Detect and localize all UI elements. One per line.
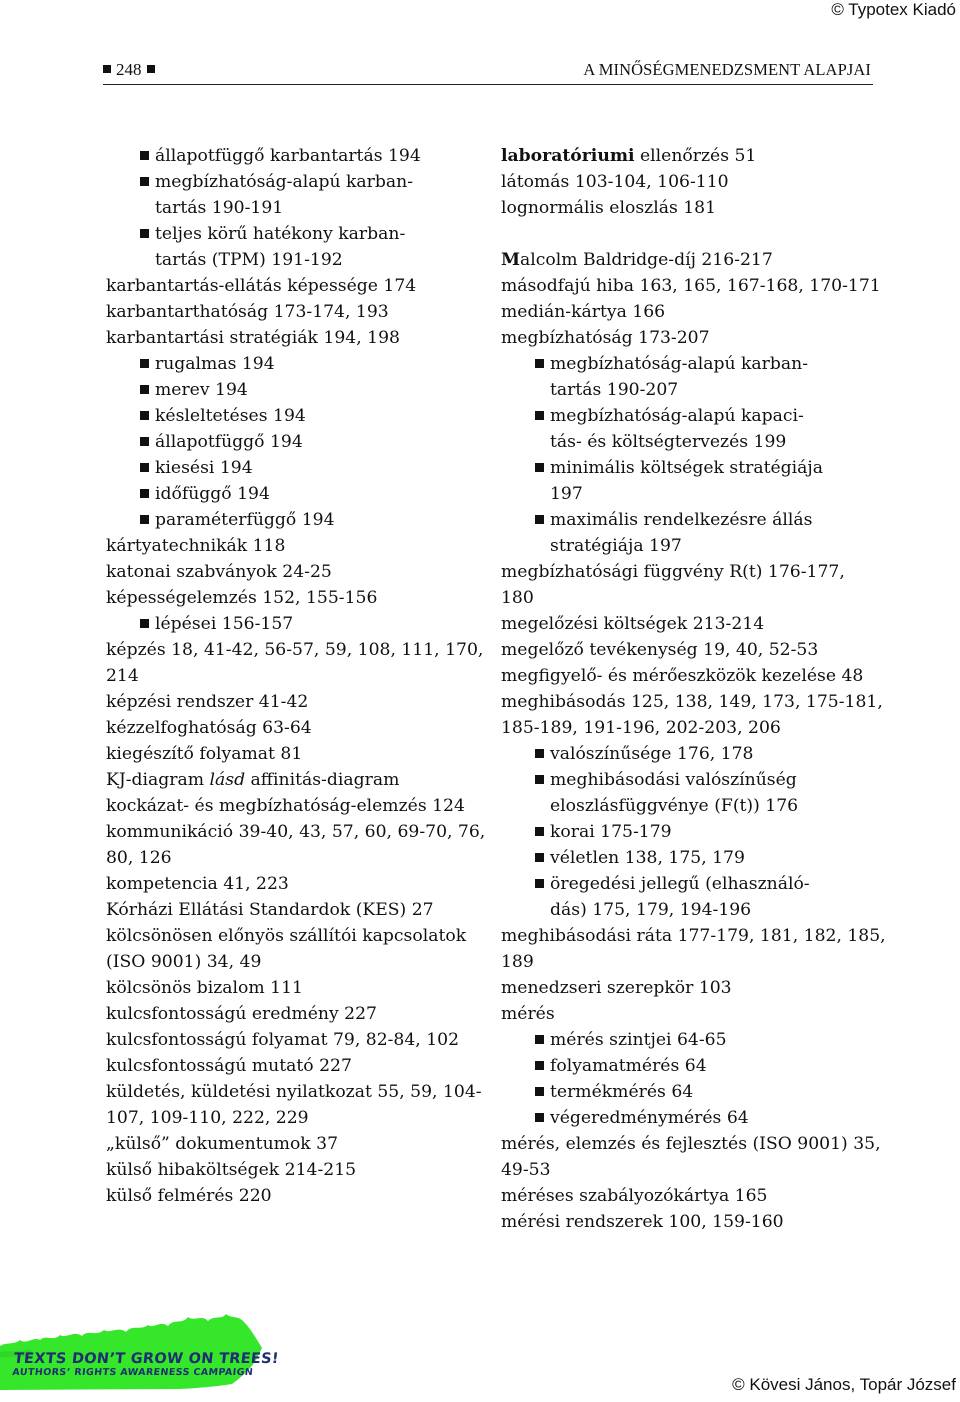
index-entry: kölcsönösen előnyös szállítói kapcsolatok bbox=[106, 926, 467, 946]
index-entry: 180 bbox=[501, 588, 534, 608]
index-entry: „külső” dokumentumok 37 bbox=[106, 1134, 339, 1154]
campaign-slogan bbox=[12, 1352, 280, 1380]
square-bullet-icon bbox=[140, 151, 149, 160]
square-bullet-icon bbox=[535, 411, 544, 420]
index-subentry-continuation: 197 bbox=[550, 484, 583, 504]
index-subentry: folyamatmérés 64 bbox=[501, 1053, 881, 1079]
square-bullet-icon bbox=[140, 177, 149, 186]
index-entry: másodfajú hiba 163, 165, 167-168, 170-171 bbox=[501, 276, 881, 296]
index-subentry-continuation: tás- és költségtervezés 199 bbox=[550, 432, 787, 452]
index-subentry: termékmérés 64 bbox=[501, 1079, 881, 1105]
letter-section-lead: laboratóriumi bbox=[501, 146, 635, 166]
campaign-slogan-line2: AUTHORS’ RIGHTS AWARENESS CAMPAIGN bbox=[11, 1367, 254, 1378]
index-subentry-continuation: tartás 190-207 bbox=[550, 380, 679, 400]
index-entry: külső felmérés 220 bbox=[106, 1186, 272, 1206]
index-subentry-continuation: tartás 190-191 bbox=[155, 198, 284, 218]
square-bullet-icon bbox=[535, 879, 544, 888]
index-entry: megelőző tevékenység 19, 40, 52-53 bbox=[501, 640, 819, 660]
index-subentry: minimális költségek stratégiája bbox=[501, 455, 881, 481]
index-entry: (ISO 9001) 34, 49 bbox=[106, 952, 262, 972]
square-bullet-icon bbox=[147, 65, 155, 73]
square-bullet-icon bbox=[535, 359, 544, 368]
index-subentry: maximális rendelkezésre állás bbox=[501, 507, 881, 533]
index-subentry: öregedési jellegű (elhasználó- bbox=[501, 871, 881, 897]
index-entry: kézzelfoghatóság 63-64 bbox=[106, 718, 312, 738]
index-entry: Kórházi Ellátási Standardok (KES) 27 bbox=[106, 900, 434, 920]
square-bullet-icon bbox=[140, 437, 149, 446]
index-subentry: megbízhatóság-alapú karban- bbox=[106, 169, 476, 195]
square-bullet-icon bbox=[535, 775, 544, 784]
letter-section-lead: M bbox=[501, 250, 521, 270]
index-entry: kulcsfontosságú mutató 227 bbox=[106, 1056, 352, 1076]
index-subentry: merev 194 bbox=[106, 377, 476, 403]
index-entry: karbantarthatóság 173-174, 193 bbox=[106, 302, 389, 322]
square-bullet-icon bbox=[140, 515, 149, 524]
index-entry: 107, 109-110, 222, 229 bbox=[106, 1108, 309, 1128]
index-subentry: valószínűsége 176, 178 bbox=[501, 741, 881, 767]
page-header bbox=[103, 58, 873, 85]
campaign-slogan-line1: TEXTS DON’T GROW ON TREES! bbox=[12, 1351, 280, 1367]
index-entry: meghibásodási ráta 177-179, 181, 182, 185, bbox=[501, 926, 886, 946]
index-entry: karbantartási stratégiák 194, 198 bbox=[106, 328, 400, 348]
copyright-authors: © Kövesi János, Topár József bbox=[732, 1375, 956, 1394]
index-entry: medián-kártya 166 bbox=[501, 302, 666, 322]
index-subentry: végeredménymérés 64 bbox=[501, 1105, 881, 1131]
index-subentry: megbízhatóság-alapú kapaci- bbox=[501, 403, 881, 429]
index-entry: kiegészítő folyamat 81 bbox=[106, 744, 303, 764]
index-subentry-continuation: eloszlásfüggvénye (F(t)) 176 bbox=[550, 796, 799, 816]
square-bullet-icon bbox=[140, 411, 149, 420]
page-number: 248 bbox=[103, 60, 155, 80]
index-entry: laboratóriumi ellenőrzés 51 bbox=[501, 146, 757, 166]
index-subentry: megbízhatóság-alapú karban- bbox=[501, 351, 881, 377]
index-entry: karbantartás-ellátás képessége 174 bbox=[106, 276, 417, 296]
square-bullet-icon bbox=[103, 65, 111, 73]
index-entry: Malcolm Baldridge-díj 216-217 bbox=[501, 250, 773, 270]
square-bullet-icon bbox=[140, 463, 149, 472]
index-column-right bbox=[501, 143, 886, 1235]
square-bullet-icon bbox=[140, 229, 149, 238]
index-subentry-continuation: dás) 175, 179, 194-196 bbox=[550, 900, 752, 920]
index-entry: mérés bbox=[501, 1004, 555, 1024]
square-bullet-icon bbox=[140, 619, 149, 628]
index-entry: kompetencia 41, 223 bbox=[106, 874, 289, 894]
index-subentry: állapotfüggő karbantartás 194 bbox=[106, 143, 476, 169]
index-subentry: lépései 156-157 bbox=[106, 611, 476, 637]
index-subentry: késleltetéses 194 bbox=[106, 403, 476, 429]
index-entry: megelőzési költségek 213-214 bbox=[501, 614, 765, 634]
index-entry: 189 bbox=[501, 952, 534, 972]
square-bullet-icon bbox=[535, 1061, 544, 1070]
square-bullet-icon bbox=[535, 749, 544, 758]
index-entry: megbízhatóság 173-207 bbox=[501, 328, 710, 348]
index-column-left bbox=[106, 143, 486, 1209]
index-entry: képzés 18, 41-42, 56-57, 59, 108, 111, 170, bbox=[106, 640, 484, 660]
index-entry: meghibásodás 125, 138, 149, 173, 175-181, bbox=[501, 692, 883, 712]
index-entry: képzési rendszer 41-42 bbox=[106, 692, 309, 712]
index-entry: kulcsfontosságú folyamat 79, 82-84, 102 bbox=[106, 1030, 460, 1050]
index-entry: képességelemzés 152, 155-156 bbox=[106, 588, 378, 608]
index-entry: mérés, elemzés és fejlesztés (ISO 9001) 35, bbox=[501, 1134, 881, 1154]
index-subentry: véletlen 138, 175, 179 bbox=[501, 845, 881, 871]
index-entry: 80, 126 bbox=[106, 848, 172, 868]
index-entry: megfigyelő- és mérőeszközök kezelése 48 bbox=[501, 666, 864, 686]
index-entry: 185-189, 191-196, 202-203, 206 bbox=[501, 718, 781, 738]
index-subentry: paraméterfüggő 194 bbox=[106, 507, 476, 533]
index-entry: 214 bbox=[106, 666, 139, 686]
index-entry: kockázat- és megbízhatóság-elemzés 124 bbox=[106, 796, 465, 816]
square-bullet-icon bbox=[140, 489, 149, 498]
index-entry: lognormális eloszlás 181 bbox=[501, 198, 717, 218]
index-entry: mérési rendszerek 100, 159-160 bbox=[501, 1212, 784, 1232]
square-bullet-icon bbox=[535, 1113, 544, 1122]
index-subentry: állapotfüggő 194 bbox=[106, 429, 476, 455]
square-bullet-icon bbox=[535, 1035, 544, 1044]
index-entry: KJ-diagram lásd affinitás-diagram bbox=[106, 770, 400, 790]
square-bullet-icon bbox=[535, 515, 544, 524]
index-entry: külső hibaköltségek 214-215 bbox=[106, 1160, 357, 1180]
index-entry: méréses szabályozókártya 165 bbox=[501, 1186, 768, 1206]
index-entry: kulcsfontosságú eredmény 227 bbox=[106, 1004, 377, 1024]
index-entry: látomás 103-104, 106-110 bbox=[501, 172, 729, 192]
index-subentry: rugalmas 194 bbox=[106, 351, 476, 377]
index-entry: katonai szabványok 24-25 bbox=[106, 562, 332, 582]
index-subentry: korai 175-179 bbox=[501, 819, 881, 845]
index-subentry-continuation: tartás (TPM) 191-192 bbox=[155, 250, 343, 270]
index-subentry: teljes körű hatékony karban- bbox=[106, 221, 476, 247]
index-entry: kommunikáció 39-40, 43, 57, 60, 69-70, 76, bbox=[106, 822, 486, 842]
square-bullet-icon bbox=[535, 827, 544, 836]
square-bullet-icon bbox=[140, 359, 149, 368]
index-subentry: kiesési 194 bbox=[106, 455, 476, 481]
index-subentry: mérés szintjei 64-65 bbox=[501, 1027, 881, 1053]
index-subentry-continuation: stratégiája 197 bbox=[550, 536, 682, 556]
index-subentry: meghibásodási valószínűség bbox=[501, 767, 881, 793]
index-entry: kártyatechnikák 118 bbox=[106, 536, 286, 556]
square-bullet-icon bbox=[535, 1087, 544, 1096]
running-title: A MINŐSÉGMENEDZSMENT ALAPJAI bbox=[583, 60, 871, 79]
index-entry: 49-53 bbox=[501, 1160, 551, 1180]
index-entry: kölcsönös bizalom 111 bbox=[106, 978, 303, 998]
index-entry: menedzseri szerepkör 103 bbox=[501, 978, 732, 998]
index-subentry: időfüggő 194 bbox=[106, 481, 476, 507]
square-bullet-icon bbox=[535, 853, 544, 862]
publisher-credit: © Typotex Kiadó bbox=[831, 0, 956, 19]
blank-line bbox=[501, 221, 881, 247]
square-bullet-icon bbox=[140, 385, 149, 394]
square-bullet-icon bbox=[535, 463, 544, 472]
index-entry: megbízhatósági függvény R(t) 176-177, bbox=[501, 562, 845, 582]
index-entry: küldetés, küldetési nyilatkozat 55, 59, 104- bbox=[106, 1082, 482, 1102]
